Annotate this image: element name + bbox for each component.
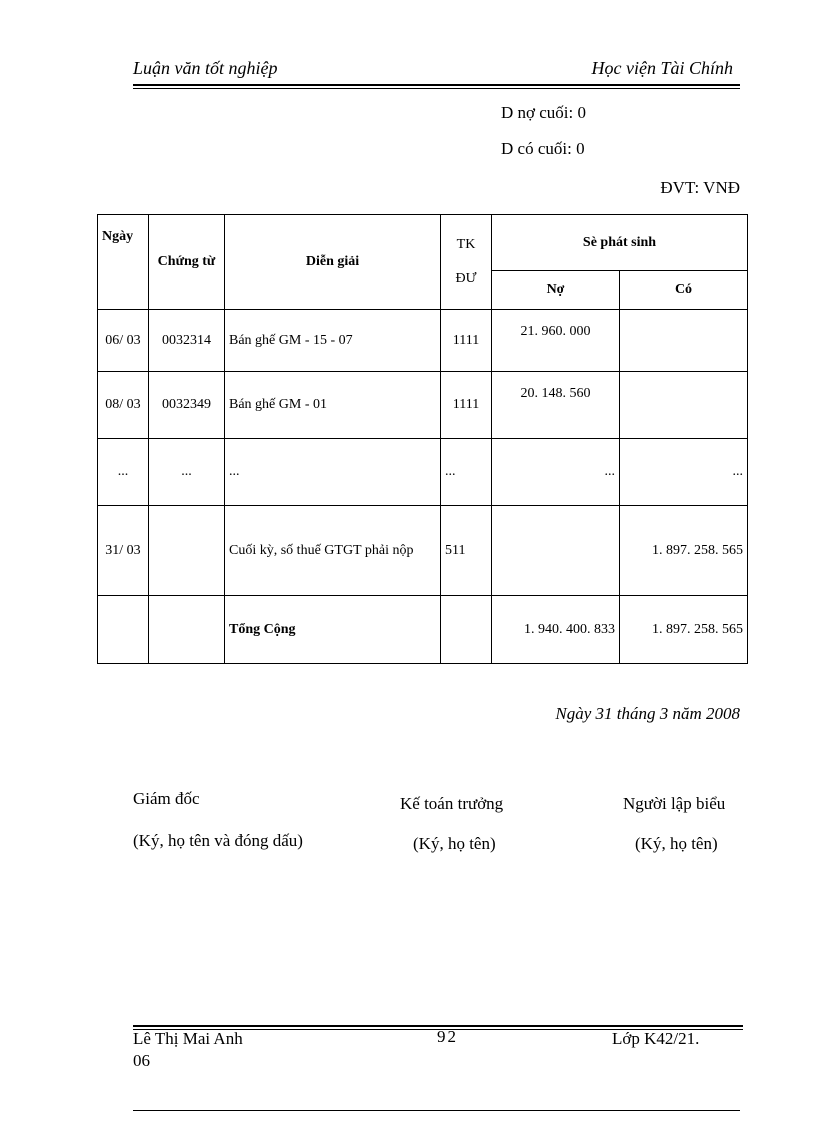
cell-date — [98, 596, 149, 664]
cell-account: 511 — [441, 506, 492, 596]
cell-credit: 1. 897. 258. 565 — [620, 506, 748, 596]
cell-debit — [492, 506, 620, 596]
preparer-note: (Ký, họ tên) — [635, 834, 718, 853]
footer-class: Lớp K42/21. — [612, 1029, 700, 1048]
director-title: Giám đốc — [133, 789, 200, 808]
table-row — [98, 439, 748, 506]
cell-account — [441, 596, 492, 664]
debit-end-balance: D nợ cuối: 0 — [501, 103, 587, 122]
cell-account: 1111 — [441, 310, 492, 372]
col-header-account: TK ĐƯ — [441, 215, 492, 310]
total-credit: 1. 897. 258. 565 — [620, 596, 748, 664]
cell-voucher: 0032349 — [149, 372, 225, 439]
col-header-description: Diễn giải — [225, 215, 441, 310]
cell-voucher — [149, 596, 225, 664]
cell-account: ... — [441, 439, 492, 506]
total-label: Tổng Cộng — [225, 596, 441, 664]
currency-unit: ĐVT: VNĐ — [660, 178, 740, 197]
header-rule — [133, 84, 740, 86]
cell-account: 1111 — [441, 372, 492, 439]
total-debit: 1. 940. 400. 833 — [492, 596, 620, 664]
table-row — [98, 372, 748, 439]
cell-voucher: 0032314 — [149, 310, 225, 372]
header-left: Luận văn tốt nghiệp — [133, 58, 278, 78]
cell-date: 08/ 03 — [98, 372, 149, 439]
footer-author: Lê Thị Mai Anh — [133, 1029, 243, 1048]
cell-credit: ... — [620, 439, 748, 506]
chief-accountant-title: Kế toán trưởng — [400, 794, 504, 813]
ledger-table — [97, 214, 748, 664]
cell-description: Bán ghế GM - 15 - 07 — [225, 310, 441, 372]
cell-voucher — [149, 506, 225, 596]
cell-description: ... — [225, 439, 441, 506]
director-note: (Ký, họ tên và đóng dấu) — [133, 831, 303, 850]
credit-end-balance: D có cuối: 0 — [501, 139, 585, 158]
preparer-title: Người lập biểu — [623, 794, 726, 813]
chief-accountant-note: (Ký, họ tên) — [413, 834, 496, 853]
cell-date: 06/ 03 — [98, 310, 149, 372]
cell-date: 31/ 03 — [98, 506, 149, 596]
table-row — [98, 506, 748, 596]
col-header-voucher: Chứng từ — [149, 215, 225, 310]
table-total-row — [98, 596, 748, 664]
cell-credit — [620, 310, 748, 372]
header-rule-thin — [133, 88, 740, 89]
col-header-date: Ngày — [98, 215, 149, 310]
table-row — [98, 310, 748, 372]
col-header-amount: Sè phát sinh — [492, 215, 748, 271]
cell-credit — [620, 372, 748, 439]
col-header-credit: Có — [620, 271, 748, 310]
cell-debit: 20. 148. 560 — [492, 372, 620, 439]
header-right: Học viện Tài Chính — [591, 58, 733, 78]
cell-description: Bán ghế GM - 01 — [225, 372, 441, 439]
footer-author-line2: 06 — [133, 1051, 150, 1070]
cell-voucher: ... — [149, 439, 225, 506]
cell-debit: 21. 960. 000 — [492, 310, 620, 372]
cell-date: ... — [98, 439, 149, 506]
page-number: 92 — [437, 1027, 458, 1046]
footer-bottom-rule — [133, 1110, 740, 1111]
cell-debit: ... — [492, 439, 620, 506]
cell-description: Cuối kỳ, số thuế GTGT phải nộp — [225, 506, 441, 596]
date-line: Ngày 31 tháng 3 năm 2008 — [555, 704, 740, 723]
col-header-debit: Nợ — [492, 271, 620, 310]
